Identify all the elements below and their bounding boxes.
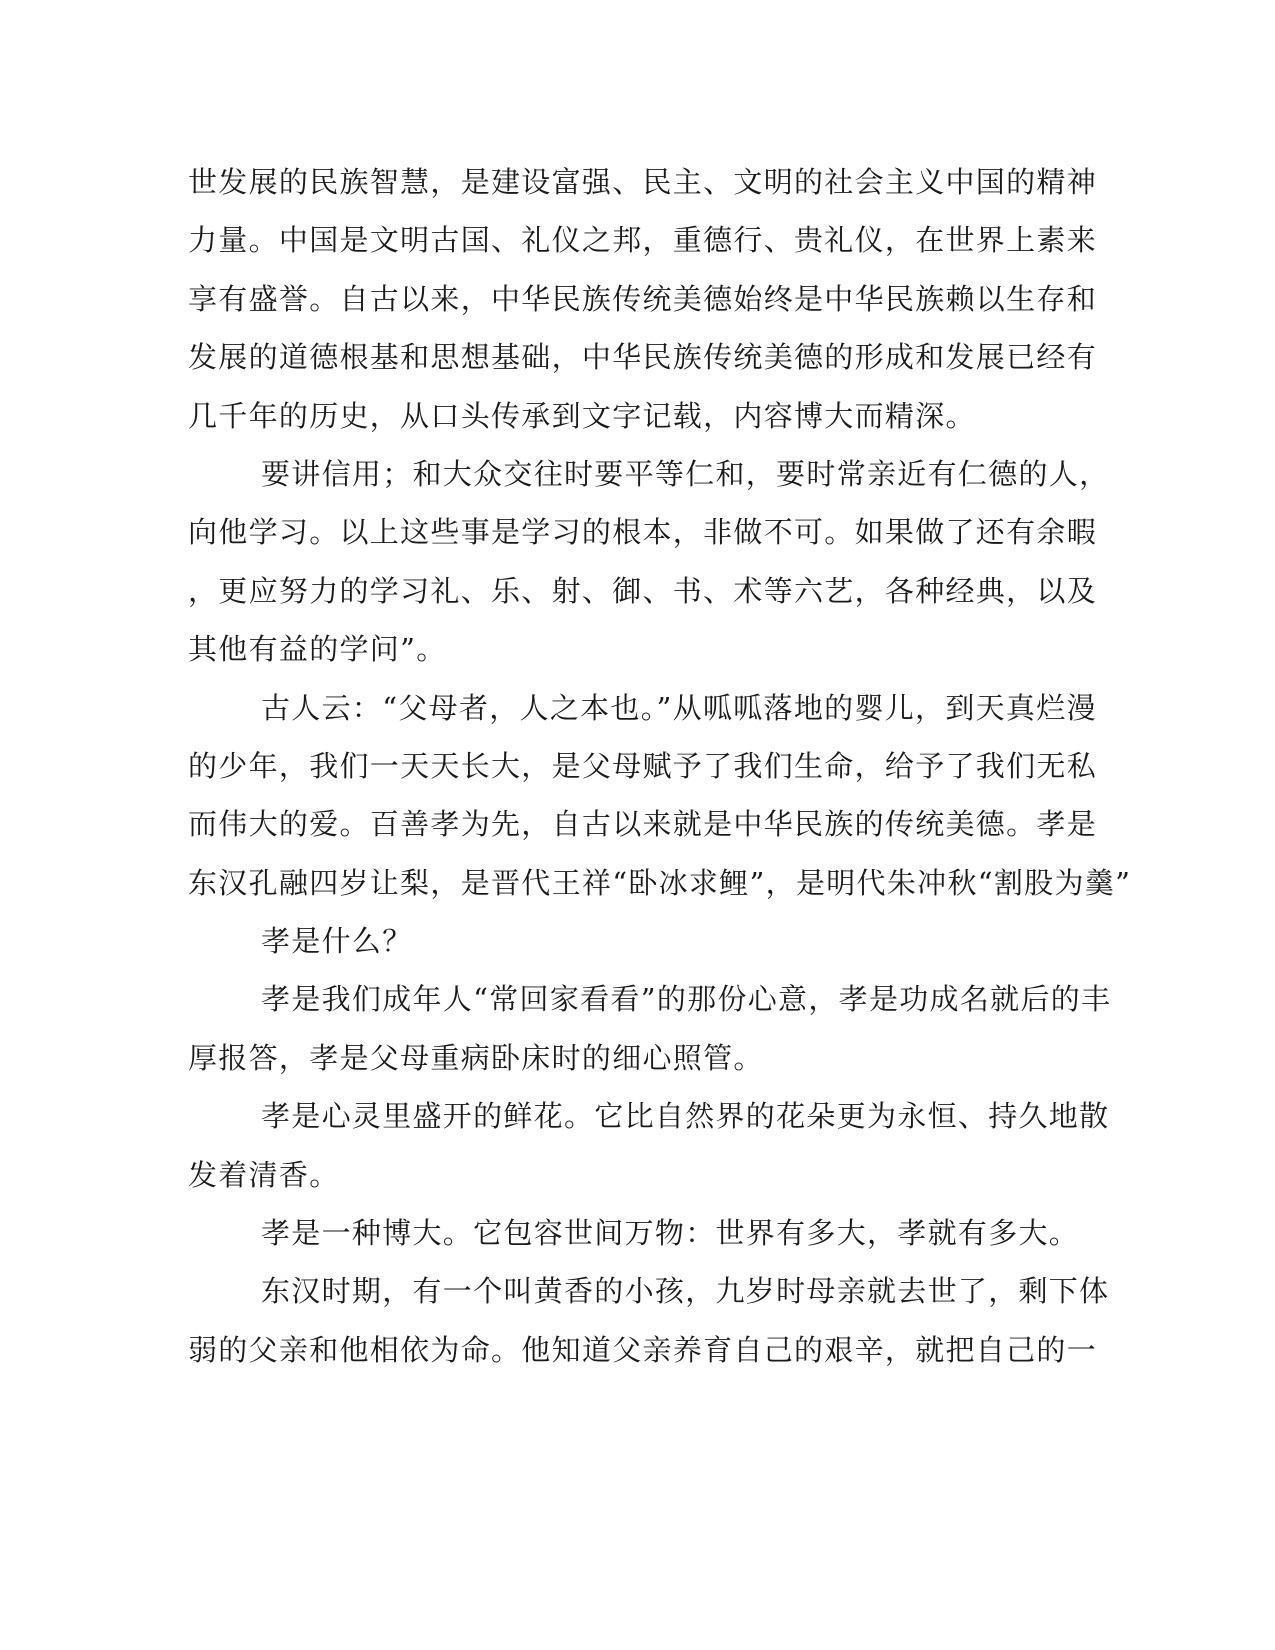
- paragraph-start-line: 东汉时期，有一个叫黄香的小孩，九岁时母亲就去世了，剩下体: [261, 1274, 1110, 1309]
- text-line: 力量。中国是文明古国、礼仪之邦，重德行、贵礼仪，在世界上素来: [188, 223, 1098, 258]
- text-line: 弱的父亲和他相依为命。他知道父亲养育自己的艰辛，就把自己的一: [188, 1332, 1098, 1367]
- text-line: 发着清香。: [188, 1157, 340, 1192]
- text-line: 享有盛誉。自古以来，中华民族传统美德始终是中华民族赖以生存和: [188, 281, 1098, 316]
- body-text: [188, 153, 1132, 1379]
- text-line: 其他有益的学问”。: [188, 632, 447, 667]
- text-line: 发展的道德根基和思想基础，中华民族传统美德的形成和发展已经有: [188, 340, 1098, 375]
- text-line: 世发展的民族智慧，是建设富强、民主、文明的社会主义中国的精神: [188, 165, 1098, 199]
- paragraph-start-line: 古人云：“父母者，人之本也。”从呱呱落地的婴儿，到天真烂漫: [261, 690, 1097, 725]
- text-line: 东汉孔融四岁让梨，是晋代王祥“卧冰求鲤”，是明代朱冲秋“割股为羹”: [188, 865, 1132, 900]
- text-line: 向他学习。以上这些事是学习的根本，非做不可。如果做了还有余暇: [188, 515, 1098, 550]
- text-line: 厚报答，孝是父母重病卧床时的细心照管。: [188, 1040, 764, 1075]
- paragraph-start-line: 孝是什么？: [261, 924, 413, 959]
- text-line: 的少年，我们一天天长大，是父母赋予了我们生命，给予了我们无私: [188, 748, 1098, 783]
- text-line: 而伟大的爱。百善孝为先，自古以来就是中华民族的传统美德。孝是: [188, 807, 1098, 842]
- text-line: 几千年的历史，从口头传承到文字记载，内容博大而精深。: [188, 398, 976, 433]
- paragraph-start-line: 要讲信用；和大众交往时要平等仁和，要时常亲近有仁德的人，: [261, 456, 1110, 491]
- paragraph-start-line: 孝是心灵里盛开的鲜花。它比自然界的花朵更为永恒、持久地散: [261, 1099, 1110, 1134]
- text-line: ，更应努力的学习礼、乐、射、御、书、术等六艺，各种经典，以及: [188, 573, 1098, 608]
- paragraph-start-line: 孝是我们成年人“常回家看看”的那份心意，孝是功成名就后的丰: [261, 982, 1112, 1017]
- paragraph-start-line: 孝是一种博大。它包容世间万物：世界有多大，孝就有多大。: [261, 1216, 1080, 1251]
